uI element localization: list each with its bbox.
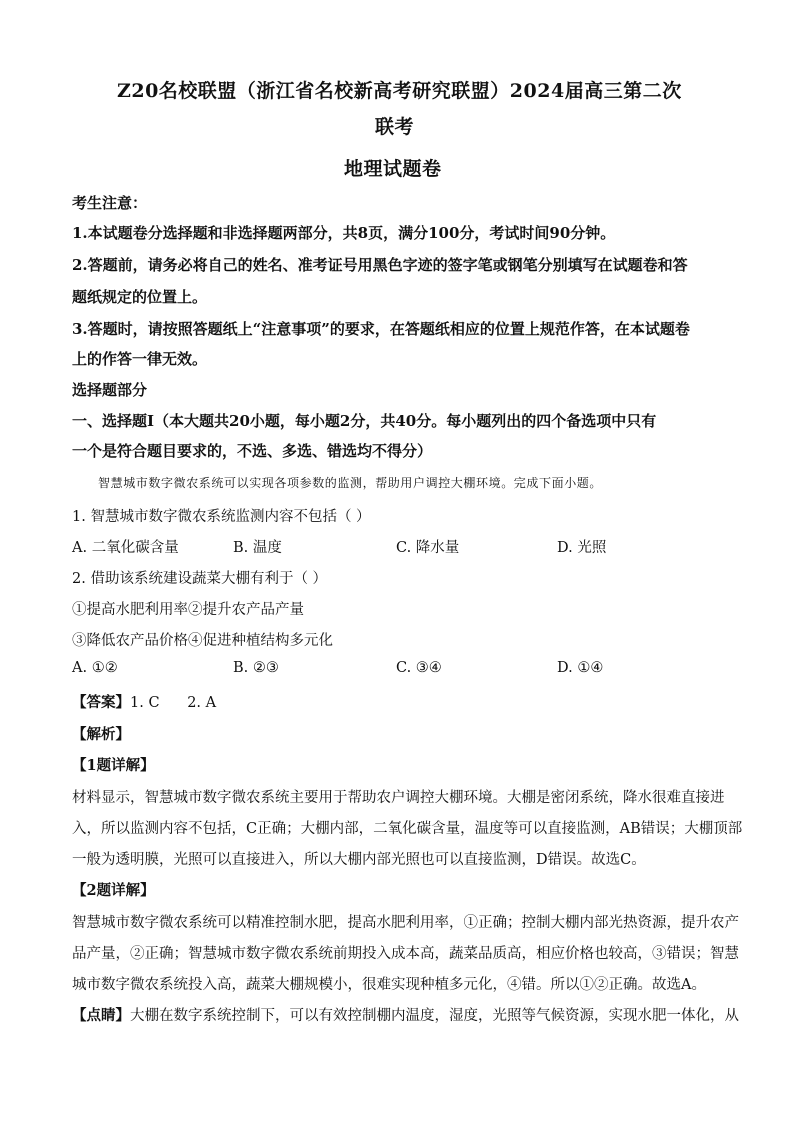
detail-1-line3: 一般为透明膜，光照可以直接进入，所以大棚内部光照也可以直接监测，D错误。故选C。 [72, 852, 646, 868]
tip-row [72, 1004, 739, 1025]
section-heading-line1: 一、选择题Ⅰ（本大题共20小题，每小题2分，共40分。每小题列出的四个备选项中只有 [72, 412, 657, 430]
section-heading-line2: 一个是符合题目要求的，不选、多选、错选均不得分） [72, 442, 433, 460]
analysis-tag: 【解析】 [72, 726, 130, 743]
notice-item-1: 1.本试题卷分选择题和非选择题两部分，共8页，满分100分，考试时间90分钟。 [72, 224, 616, 242]
detail-2-tag: 【2题详解】 [72, 882, 155, 899]
q1-stem: 1. 智慧城市数字微农系统监测内容不包括（ ） [72, 509, 371, 525]
notice-item-3-line1: 3.答题时，请按照答题纸上“注意事项”的要求，在答题纸相应的位置上规范作答，在本试题卷 [72, 320, 690, 338]
detail-2-line1: 智慧城市数字微农系统可以精准控制水肥，提高水肥利用率，①正确；控制大棚内部光热资源，提升农产 [72, 915, 739, 931]
tip-text: 大棚在数字系统控制下，可以有效控制棚内温度，湿度，光照等气候资源，实现水肥一体化，从 [130, 1008, 739, 1024]
notice-item-3-line2: 上的作答一律无效。 [72, 350, 208, 368]
exam-subtitle: 地理试题卷 [344, 158, 442, 180]
q2-option-b: B. ②③ [233, 660, 279, 676]
notice-item-2-line2: 题纸规定的位置上。 [72, 288, 208, 306]
detail-1-line2: 入，所以监测内容不包括，C正确；大棚内部，二氧化碳含量，温度等可以直接监测，AB错误；大棚顶部 [72, 821, 743, 837]
exam-title-line1: Z20名校联盟（浙江省名校新高考研究联盟）2024届高三第二次 [117, 80, 682, 102]
q2-choice-line2: ③降低农产品价格④促进种植结构多元化 [72, 633, 333, 649]
q1-option-c: C. 降水量 [396, 540, 460, 556]
tip-tag: 【点睛】 [72, 1007, 130, 1024]
part-label: 选择题部分 [72, 381, 148, 399]
material-intro: 智慧城市数字微农系统可以实现各项参数的监测，帮助用户调控大棚环境。完成下面小题。 [98, 476, 603, 490]
detail-2-line3: 城市数字微农系统投入高，蔬菜大棚规模小，很难实现种植多元化，④错。所以①②正确。故选A。 [72, 977, 706, 993]
notice-heading: 考生注意： [72, 194, 148, 212]
q1-option-b: B. 温度 [233, 540, 282, 556]
q1-option-d: D. 光照 [557, 540, 607, 556]
answer-text: 1. C 2. A [130, 695, 217, 711]
q2-stem: 2. 借助该系统建设蔬菜大棚有利于（ ） [72, 571, 328, 587]
detail-2-line2: 品产量，②正确；智慧城市数字微农系统前期投入成本高，蔬菜品质高，相应价格也较高，③错误；智慧 [72, 946, 739, 962]
q2-option-a: A. ①② [72, 660, 118, 676]
q2-choice-line1: ①提高水肥利用率②提升农产品产量 [72, 602, 304, 618]
exam-title-line2: 联考 [375, 116, 415, 138]
q2-option-c: C. ③④ [396, 660, 442, 676]
detail-1-line1: 材料显示，智慧城市数字微农系统主要用于帮助农户调控大棚环境。大棚是密闭系统，降水很难直接进 [72, 790, 725, 806]
q2-option-d: D. ①④ [557, 660, 604, 676]
notice-item-2-line1: 2.答题前，请务必将自己的姓名、准考证号用黑色字迹的签字笔或钢笔分别填写在试题卷和答 [72, 256, 688, 274]
q1-option-a: A. 二氧化碳含量 [72, 540, 179, 556]
answer-row [72, 691, 216, 712]
answer-tag: 【答案】 [72, 694, 130, 711]
detail-1-tag: 【1题详解】 [72, 757, 155, 774]
